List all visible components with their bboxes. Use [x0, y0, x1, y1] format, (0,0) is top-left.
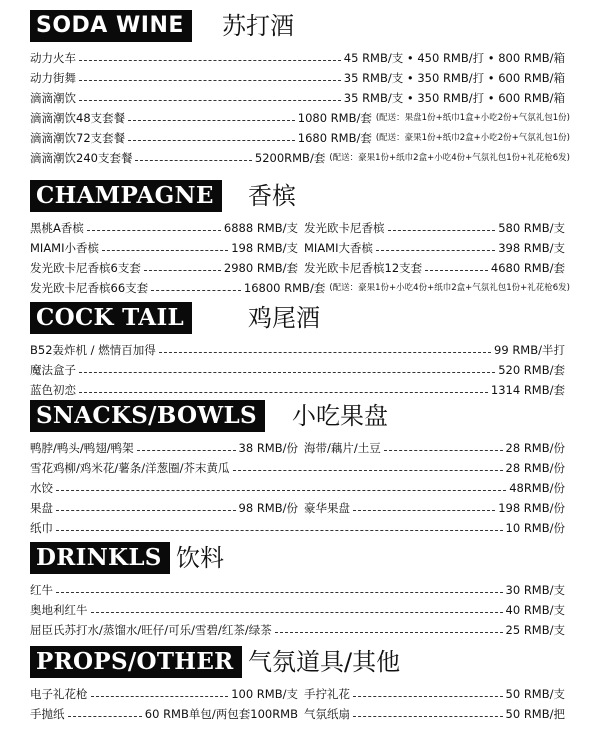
section-title-zh: 小吃果盘	[292, 402, 388, 430]
menu-item: 水饺 48RMB/份	[30, 481, 565, 495]
menu-item: 鸭脖/鸭头/鸭翅/鸭架 38 RMB/份	[30, 441, 298, 455]
menu-item: 豪华果盘 198 RMB/份	[304, 501, 565, 515]
menu-item: 红牛 30 RMB/支	[30, 583, 565, 597]
menu-item: 魔法盒子 520 RMB/套	[30, 363, 565, 377]
section-title: DRINKLS	[30, 542, 170, 574]
menu-item: 雪花鸡柳/鸡米花/薯条/洋葱圈/芥末黄瓜 28 RMB/份	[30, 461, 565, 475]
menu-item: 动力火车 45 RMB/支 • 450 RMB/打 • 800 RMB/箱	[30, 51, 565, 65]
section-title: SNACKS/BOWLS	[30, 400, 265, 432]
section-title-zh: 饮料	[176, 544, 224, 572]
menu-item: 黑桃A香槟 6888 RMB/支	[30, 221, 298, 235]
section-champagne	[0, 178, 600, 298]
menu-item: 纸巾 10 RMB/份	[30, 521, 565, 535]
menu-item: 滴滴潮饮 35 RMB/支 • 350 RMB/打 • 600 RMB/箱	[30, 91, 565, 105]
section-title-zh: 气氛道具/其他	[248, 648, 401, 676]
menu-item: 滴滴潮饮48支套餐 1080 RMB/套 (配送：果盘1份+纸巾1盒+小吃2份+气氛礼包1份)	[30, 111, 570, 125]
section-title: PROPS/OTHER	[30, 646, 242, 678]
menu-item: 发光欧卡尼香槟 580 RMB/支	[304, 221, 565, 235]
menu-item: MIAMI大香槟 398 RMB/支	[304, 241, 565, 255]
menu-item: 发光欧卡尼香槟66支套 16800 RMB/套 (配送：豪果1份+小吃4份+纸巾2盒+气氛礼包1份+礼花枪6发)	[30, 281, 570, 295]
menu-item: 蓝色初恋 1314 RMB/套	[30, 383, 565, 397]
section-cocktail	[0, 300, 600, 400]
section-snacks	[0, 398, 600, 538]
section-drinks	[0, 540, 600, 640]
section-title-zh: 鸡尾酒	[248, 304, 320, 332]
menu-item: 果盘 98 RMB/份	[30, 501, 298, 515]
section-title-zh: 苏打酒	[222, 12, 294, 40]
menu-item: 手拧礼花 50 RMB/支	[304, 687, 565, 701]
menu-item: 手抛纸 60 RMB单包/两包套100RMB	[30, 707, 298, 721]
menu-item: 电子礼花枪 100 RMB/支	[30, 687, 298, 701]
section-title: COCK TAIL	[30, 302, 192, 334]
menu-item: MIAMI小香槟 198 RMB/支	[30, 241, 298, 255]
menu-item: 滴滴潮饮240支套餐 5200RMB/套 (配送：豪果1份+纸巾2盒+小吃4份+气氛礼包1份+礼花枪6发)	[30, 151, 570, 165]
menu-item: 发光欧卡尼香槟12支套 4680 RMB/套	[304, 261, 565, 275]
section-title-zh: 香槟	[248, 182, 296, 210]
menu-item: 气氛纸扇 50 RMB/把	[304, 707, 565, 721]
menu-item: B52轰炸机 / 燃情百加得 99 RMB/半打	[30, 343, 565, 357]
menu-item: 动力街舞 35 RMB/支 • 350 RMB/打 • 600 RMB/箱	[30, 71, 565, 85]
menu-item: 屈臣氏苏打水/蒸馏水/旺仔/可乐/雪碧/红茶/绿茶 25 RMB/支	[30, 623, 565, 637]
section-props	[0, 644, 600, 724]
section-title: SODA WINE	[30, 10, 192, 42]
menu-item: 发光欧卡尼香槟6支套 2980 RMB/套	[30, 261, 298, 275]
section-soda-wine	[0, 8, 600, 168]
menu-item: 海带/藕片/土豆 28 RMB/份	[304, 441, 565, 455]
menu-item: 奥地利红牛 40 RMB/支	[30, 603, 565, 617]
section-title: CHAMPAGNE	[30, 180, 222, 212]
menu-item: 滴滴潮饮72支套餐 1680 RMB/套 (配送：豪果1份+纸巾2盒+小吃2份+气氛礼包1份)	[30, 131, 570, 145]
